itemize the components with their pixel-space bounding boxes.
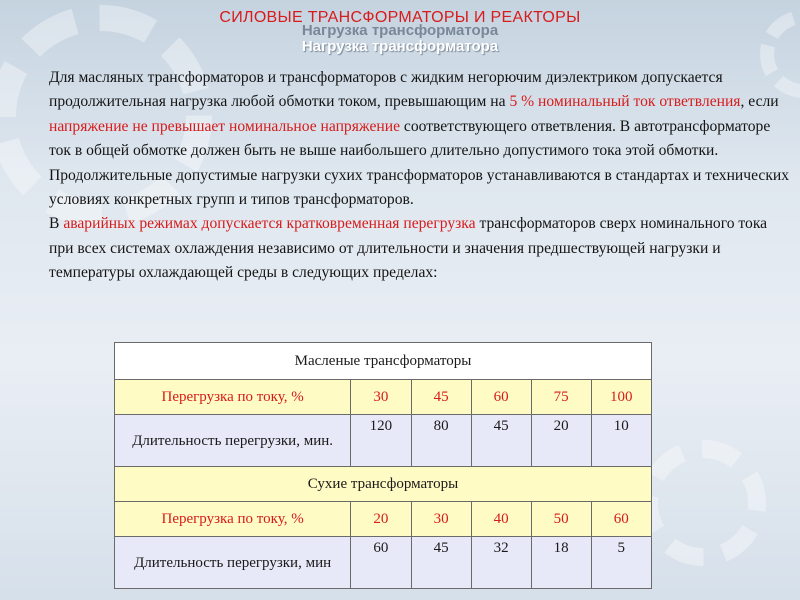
table-cell: 80 (411, 415, 471, 467)
table-row (115, 537, 652, 589)
section-title-dry: Сухие трансформаторы (115, 467, 652, 502)
bullet-paragraph: В аварийных режимах допускается кратковременная перегрузка трансформаторов сверх номинального тока при всех системах охлаждения независимо от длительности и значения предшествующей нагрузки и температуры охлаждающей среды в следующих пределах: (49, 215, 768, 282)
table-row (115, 415, 652, 467)
slide-subtitle-shadow: Нагрузка трансформатора (301, 22, 499, 39)
table-section-header (115, 467, 652, 502)
table-cell: 120 (351, 415, 411, 467)
slide-body (30, 66, 790, 286)
table-row (115, 502, 652, 537)
section-title-oil: Масленые трансформаторы (115, 343, 652, 380)
row-label: Перегрузка по току, % (115, 380, 351, 415)
row-label: Длительность перегрузки, мин (115, 537, 351, 589)
table-cell: 60 (351, 537, 411, 589)
table-cell: 75 (531, 380, 591, 415)
slide-title: СИЛОВЫЕ ТРАНСФОРМАТОРЫ И РЕАКТОРЫ (219, 9, 581, 26)
overload-table (114, 342, 652, 589)
bullet-paragraph: Продолжительные допустимые нагрузки сухих трансформаторов устанавливаются в стандартах и технических условиях конкретных групп и типов трансформаторов. (49, 166, 790, 209)
table-cell: 45 (411, 380, 471, 415)
table-cell: 32 (471, 537, 531, 589)
table-cell: 45 (471, 415, 531, 467)
table-cell: 20 (531, 415, 591, 467)
table-cell: 60 (591, 502, 651, 537)
table-cell: 30 (411, 502, 471, 537)
table-cell: 50 (531, 502, 591, 537)
table-cell: 30 (351, 380, 411, 415)
slide-subtitle: Нагрузка трансформатора (301, 38, 499, 55)
table-cell: 45 (411, 537, 471, 589)
table-row (115, 380, 652, 415)
table-cell: 100 (591, 380, 651, 415)
table-cell: 20 (351, 502, 411, 537)
row-label: Длительность перегрузки, мин. (115, 415, 351, 467)
table-cell: 40 (471, 502, 531, 537)
table-section-header (115, 343, 652, 380)
gear-decoration-icon (640, 440, 766, 566)
table-cell: 18 (531, 537, 591, 589)
table-cell: 5 (591, 537, 651, 589)
row-label: Перегрузка по току, % (115, 502, 351, 537)
table-cell: 60 (471, 380, 531, 415)
table-cell: 10 (591, 415, 651, 467)
bullet-paragraph: Для масляных трансформаторов и трансформаторов с жидким негорючим диэлектриком допускается продолжительная нагрузка любой обмотки током, превышающим на 5 % номинальный ток ответвления, если напряжение не превышает номинальное напряжение соответствующего ответвления. В автотрансформаторе ток в общей обмотке должен быть не выше наибольшего длительно допустимого тока этой обмотки. (49, 69, 779, 160)
